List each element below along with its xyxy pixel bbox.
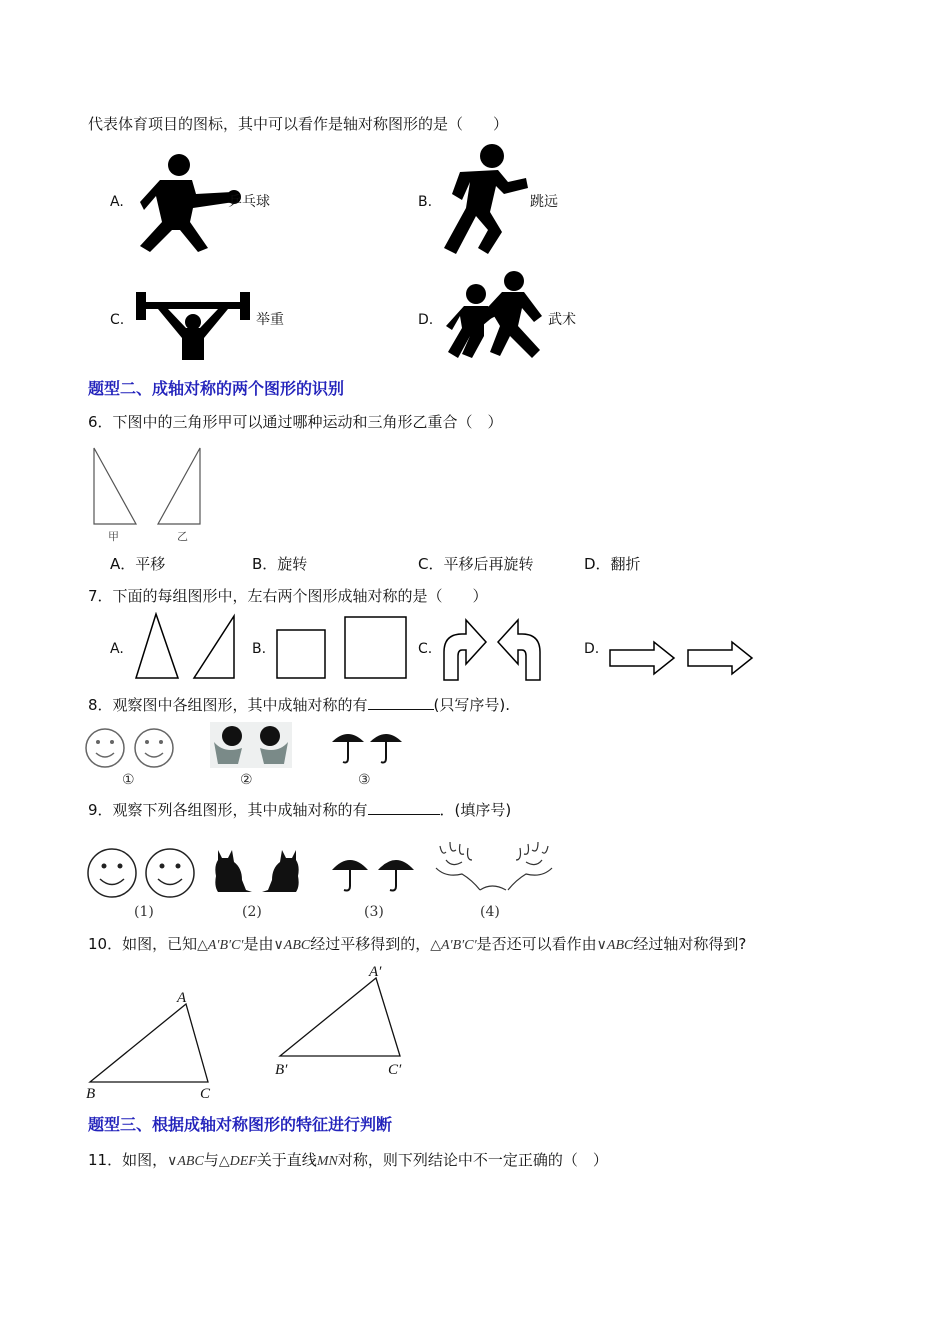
vertex-b-prime: B′ [275, 1062, 288, 1078]
q10-math-3: △A′B′C′ [430, 938, 477, 953]
q5-option-d-letter: D. [418, 312, 434, 328]
q5-option-c-letter: C. [110, 312, 125, 328]
q9-label-2: (2) [242, 904, 262, 920]
q10-mid-3: 是否还可以看作由 [476, 935, 597, 953]
q9-label-3: (3) [364, 904, 384, 920]
q7-option-c-letter: C. [418, 641, 433, 657]
q7-option-c-figure [440, 614, 544, 682]
q9-stem-after: ．(填序号) [439, 801, 512, 819]
q10-mid-1: 是由 [243, 935, 274, 953]
q9-smiley-faces [86, 846, 198, 900]
q10-prefix: 10．如图，已知 [88, 935, 198, 953]
vertex-c: C [200, 1086, 211, 1102]
q11-prefix: 11．如图， [88, 1151, 168, 1169]
vertex-a-prime: A′ [369, 964, 382, 980]
q8-stem [88, 695, 510, 715]
q5-option-b-caption: 跳远 [530, 194, 558, 210]
q11-mid-2: 关于直线 [256, 1151, 317, 1169]
q8-umbrellas [328, 724, 408, 768]
q6-option-a: A．平移 [110, 555, 166, 573]
triangle-abc-prime [280, 978, 400, 1056]
section-2-title: 题型二、成轴对称的两个图形的识别 [88, 379, 345, 398]
q9-cats [212, 846, 302, 894]
q7-option-b-letter: B. [252, 641, 267, 657]
q5-option-a-caption: 乒乓球 [228, 194, 270, 210]
q11-mid-1: 与 [203, 1151, 219, 1169]
q11-stem [88, 1150, 608, 1172]
triangle-jia [94, 448, 136, 524]
vertex-c-prime: C′ [388, 1062, 402, 1078]
q5-option-c-caption: 举重 [256, 312, 284, 328]
triangle-abc [90, 1004, 208, 1082]
weightlifting-icon [134, 290, 252, 362]
q6-option-d: D．翻折 [584, 555, 641, 573]
q10-suffix: 经过轴对称得到? [633, 935, 747, 953]
q9-label-1: (1) [134, 904, 154, 920]
q9-label-4: (4) [480, 904, 500, 920]
q7-option-b-figure [274, 614, 410, 682]
q5-option-a-letter: A. [110, 194, 124, 210]
q11-math-1: ∨ABC [167, 1154, 204, 1169]
q10-mid-2: 经过平移得到的， [310, 935, 431, 953]
q8-stem-after: (只写序号). [433, 696, 511, 714]
q5-option-b-letter: B. [418, 194, 433, 210]
vertex-a: A [177, 990, 187, 1006]
q11-suffix: 对称，则下列结论中不一定正确的（ ） [337, 1151, 608, 1169]
q6-option-b: B．旋转 [252, 555, 308, 573]
q7-stem: 7．下面的每组图形中，左右两个图形成轴对称的是（ ） [88, 587, 488, 605]
q5-option-d-caption: 武术 [548, 312, 576, 328]
q10-math-1: △A′B′C′ [197, 938, 244, 953]
q6-option-c: C．平移后再旋转 [418, 555, 534, 573]
q9-figure-4 [432, 838, 556, 892]
vertex-b: B [86, 1086, 96, 1102]
q10-stem [88, 934, 746, 956]
long-jump-icon [442, 142, 534, 256]
q7-option-d-letter: D. [584, 641, 600, 657]
q6-stem: 6．下图中的三角形甲可以通过哪种运动和三角形乙重合（ ） [88, 413, 503, 431]
q9-stem [88, 800, 511, 820]
q8-smiley-faces [84, 726, 178, 770]
q10-math-4: ∨ABC [596, 938, 634, 953]
q10-math-2: ∨ABC [273, 938, 311, 953]
q6-label-yi: 乙 [177, 530, 188, 543]
q8-label-1: ① [122, 772, 135, 788]
q8-answer-blank[interactable] [368, 695, 434, 710]
triangle-yi [158, 448, 200, 524]
martial-arts-icon [444, 270, 548, 362]
q9-umbrellas [330, 848, 420, 894]
q7-option-a-letter: A. [110, 641, 124, 657]
q5-stem: 代表体育项目的图标，其中可以看作是轴对称图形的是（ ） [88, 115, 509, 133]
q10-triangles-figure [80, 962, 420, 1102]
q11-math-2: △DEF [218, 1154, 257, 1169]
q11-math-3: MN [316, 1154, 338, 1169]
q8-stem-before: 8．观察图中各组图形，其中成轴对称的有 [88, 696, 368, 714]
q8-label-3: ③ [358, 772, 371, 788]
q8-label-2: ② [240, 772, 253, 788]
q7-option-d-figure [608, 640, 758, 680]
q7-option-a-figure [132, 612, 242, 682]
q6-label-jia: 甲 [108, 530, 119, 543]
q8-figure-2 [210, 722, 292, 768]
q9-answer-blank[interactable] [368, 800, 440, 815]
section-3-title: 题型三、根据成轴对称图形的特征进行判断 [88, 1115, 393, 1134]
q9-stem-before: 9．观察下列各组图形，其中成轴对称的有 [88, 801, 368, 819]
